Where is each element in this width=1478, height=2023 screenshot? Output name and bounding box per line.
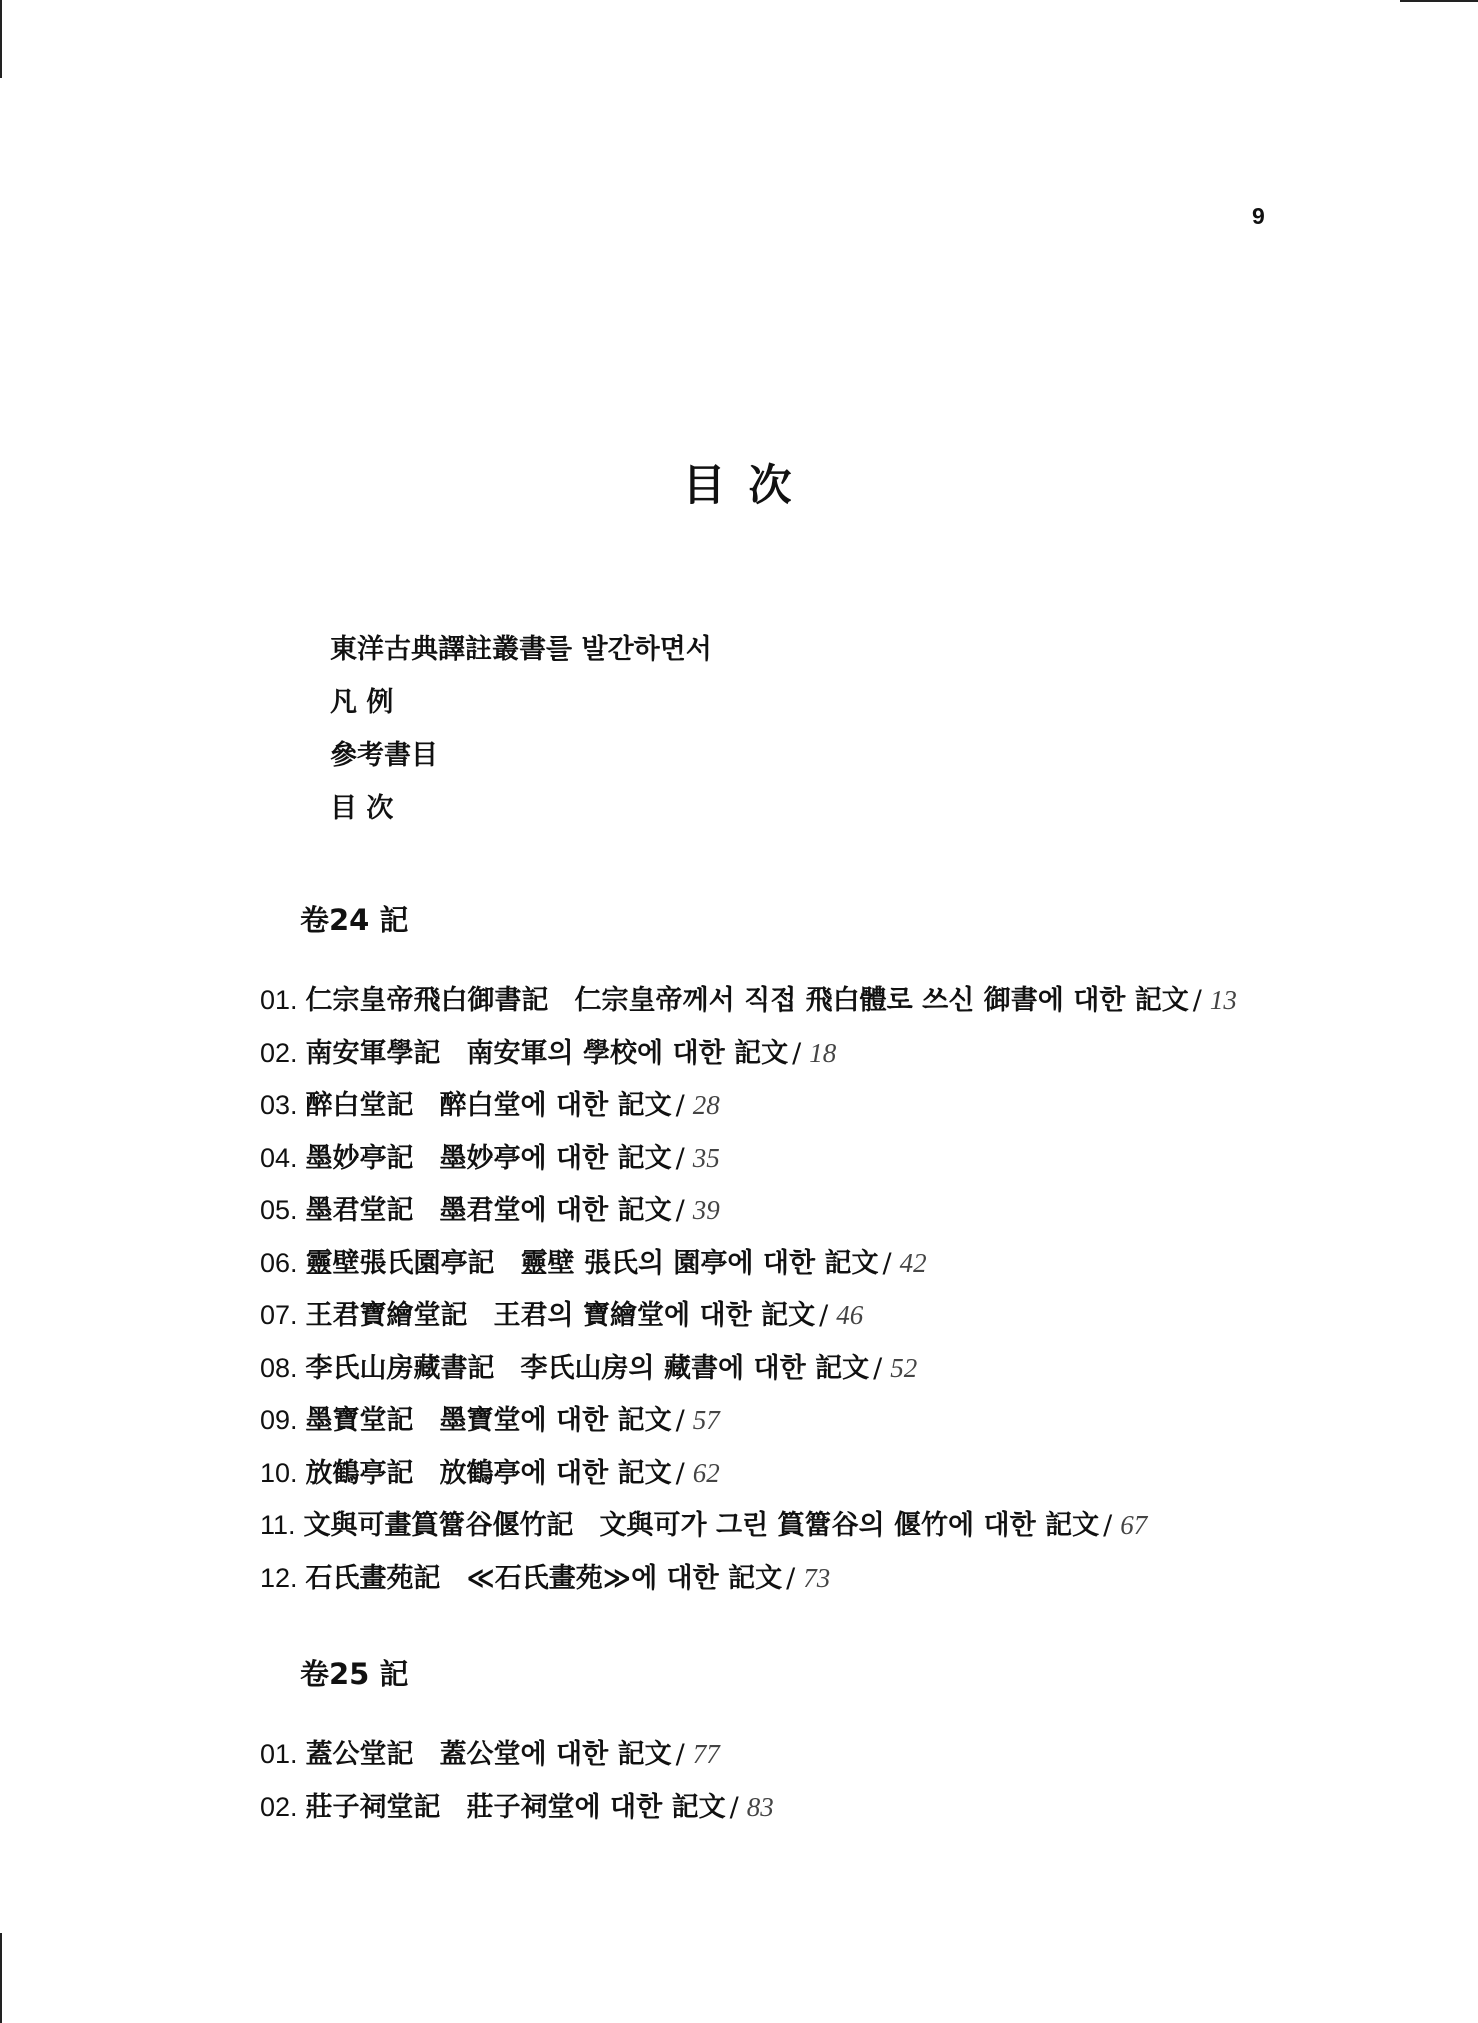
entry-description: 墨君堂에 대한 記文 [439, 1195, 672, 1226]
entry-page: 18 [809, 1037, 837, 1068]
entry-page: 28 [692, 1090, 720, 1120]
entry-number: 10. [260, 1457, 298, 1488]
entry-description: 南安軍의 學校에 대한 記文 [466, 1037, 789, 1069]
entry-number: 12. [260, 1562, 298, 1593]
entry-page: 42 [899, 1247, 927, 1278]
entry-page: 57 [692, 1405, 720, 1435]
entry-page: 77 [692, 1739, 720, 1769]
entry-description: 墨寶堂에 대한 記文 [439, 1405, 672, 1436]
page-separator: / [786, 1562, 796, 1594]
page-number: 9 [1252, 203, 1265, 229]
entry-description: 放鶴亭에 대한 記文 [439, 1457, 672, 1489]
page-separator: / [675, 1090, 685, 1121]
entry-description: 醉白堂에 대한 記文 [439, 1090, 672, 1121]
page-separator: / [675, 1405, 685, 1436]
entry-title: 莊子祠堂記 [305, 1791, 441, 1823]
entry-page: 46 [836, 1300, 864, 1330]
entry-page: 13 [1209, 985, 1237, 1015]
toc-section-volume-24 [260, 900, 1237, 1610]
entry-number: 07. [260, 1300, 298, 1330]
toc-entry [260, 1348, 1237, 1401]
entry-page: 73 [803, 1562, 831, 1593]
toc-entry [260, 1734, 774, 1787]
entry-number: 04. [260, 1142, 298, 1173]
entry-page: 39 [692, 1195, 720, 1225]
entry-description: 莊子祠堂에 대한 記文 [466, 1791, 726, 1823]
toc-entry [260, 1787, 774, 1840]
entry-description: 蓋公堂에 대한 記文 [439, 1739, 672, 1770]
entry-title: 蓋公堂記 [305, 1739, 414, 1770]
section-heading: 卷24 記 [300, 903, 409, 937]
entry-description: 王君의 寶繪堂에 대한 記文 [493, 1300, 816, 1331]
entry-number: 02. [260, 1791, 298, 1822]
page-separator: / [873, 1352, 883, 1384]
entry-number: 09. [260, 1405, 298, 1435]
page-separator: / [792, 1037, 802, 1069]
entry-number: 03. [260, 1090, 298, 1120]
page-separator: / [675, 1142, 685, 1174]
page-separator: / [675, 1739, 685, 1770]
section-heading: 卷25 記 [300, 1657, 409, 1691]
toc-entry [260, 1558, 1237, 1611]
page-separator: / [1192, 985, 1202, 1016]
entry-title: 李氏山房藏書記 [305, 1352, 495, 1384]
entry-description: 靈壁 張氏의 園亭에 대한 記文 [520, 1247, 879, 1279]
toc-entry [260, 980, 1237, 1033]
entry-title: 石氏畫苑記 [305, 1562, 441, 1594]
entry-number: 01. [260, 985, 298, 1015]
crop-mark-top-right [1400, 0, 1478, 2]
entry-title: 醉白堂記 [305, 1090, 414, 1121]
page-separator: / [882, 1247, 892, 1279]
front-matter-list [330, 630, 712, 842]
entry-title: 墨妙亭記 [305, 1142, 414, 1174]
page-separator: / [1103, 1510, 1113, 1541]
entry-description: 文與可가 그린 篔簹谷의 偃竹에 대한 記文 [599, 1510, 1100, 1541]
toc-entry [260, 1400, 1237, 1453]
entry-title: 墨君堂記 [305, 1195, 414, 1226]
toc-section-volume-25 [260, 1654, 774, 1839]
entry-title: 仁宗皇帝飛白御書記 [305, 985, 549, 1016]
toc-entry [260, 1190, 1237, 1243]
entry-number: 11. [260, 1510, 296, 1540]
entry-number: 08. [260, 1352, 298, 1383]
entry-number: 02. [260, 1037, 298, 1068]
entry-title: 放鶴亭記 [305, 1457, 414, 1489]
entry-title: 墨寶堂記 [305, 1405, 414, 1436]
entry-page: 62 [692, 1457, 720, 1488]
entry-number: 06. [260, 1247, 298, 1278]
entry-description: ≪石氏畫苑≫에 대한 記文 [466, 1562, 783, 1594]
entry-page: 35 [692, 1142, 720, 1173]
front-matter-item: 參考書目 [330, 740, 438, 771]
front-matter-item: 凡 例 [330, 687, 394, 718]
entry-page: 52 [890, 1352, 918, 1383]
toc-entry [260, 1505, 1237, 1558]
entry-title: 文與可畫篔簹谷偃竹記 [303, 1510, 574, 1541]
entry-number: 01. [260, 1739, 298, 1769]
toc-entry [260, 1243, 1237, 1296]
entry-title: 王君寶繪堂記 [305, 1300, 468, 1331]
page-separator: / [819, 1300, 829, 1331]
entry-page: 83 [746, 1791, 774, 1822]
toc-entry [260, 1085, 1237, 1138]
entry-title: 南安軍學記 [305, 1037, 441, 1069]
crop-mark-top-left [0, 0, 2, 78]
toc-entry [260, 1295, 1237, 1348]
entry-title: 靈壁張氏園亭記 [305, 1247, 495, 1279]
front-matter-item: 目 次 [330, 793, 394, 824]
page-separator: / [729, 1791, 739, 1823]
entry-description: 李氏山房의 藏書에 대한 記文 [520, 1352, 870, 1384]
crop-mark-bottom-left [0, 1933, 2, 2023]
page-separator: / [675, 1195, 685, 1226]
entry-page: 67 [1120, 1510, 1148, 1540]
page-title: 目 次 [682, 461, 796, 511]
toc-entry [260, 1453, 1237, 1506]
entry-number: 05. [260, 1195, 298, 1225]
toc-entry [260, 1033, 1237, 1086]
page-separator: / [675, 1457, 685, 1489]
entry-description: 墨妙亭에 대한 記文 [439, 1142, 672, 1174]
front-matter-item: 東洋古典譯註叢書를 발간하면서 [330, 634, 712, 665]
entry-description: 仁宗皇帝께서 직접 飛白體로 쓰신 御書에 대한 記文 [574, 985, 1189, 1016]
toc-entry [260, 1138, 1237, 1191]
